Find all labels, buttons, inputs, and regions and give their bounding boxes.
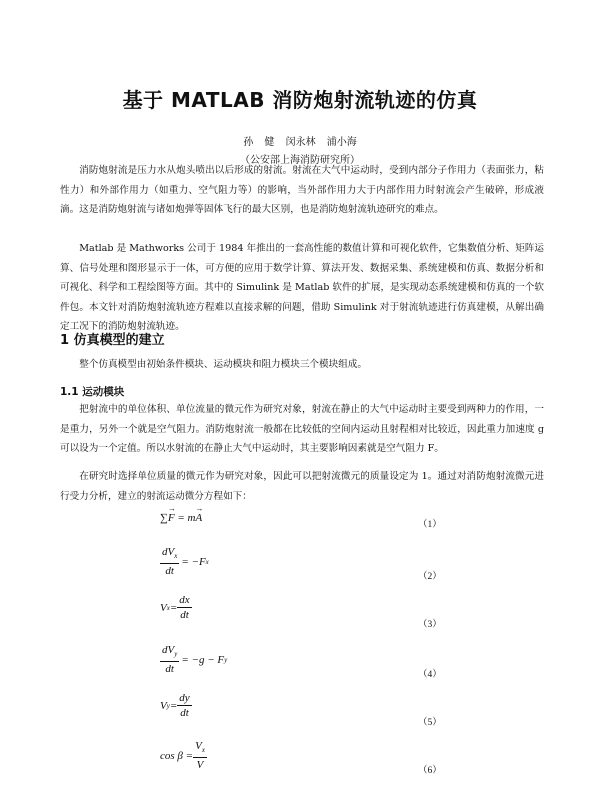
equation-number-6: （6）: [418, 766, 442, 776]
motion-paragraph-1: 把射流中的单位体积、单位流量的微元作为研究对象，射流在静止的大气中运动时主要受到两种力的作用，一是重力，另外一个就是空气阻力。消防炮射流一般都在比较低的空间内运动且射程相对比较近，因此重力加速度 g 可以设为一个定值。所以水射流的在静止大气中运动时，其主要影响因素就是空气阻力 F。: [60, 404, 544, 454]
equation-2: $\frac{dV_x}{dt}$ = −F x （2）: [162, 546, 442, 582]
paper-title: 基于 MATLAB 消防炮射流轨迹的仿真: [122, 88, 478, 112]
equation-number-2: （2）: [418, 572, 442, 582]
motion-paragraph-2: 在研究时选择单位质量的微元作为研究对象，因此可以把射流微元的质量设定为 1。通过对消防炮射流微元进行受力分析，建立的射流运动微分方程如下：: [60, 471, 544, 502]
equation-5: V y = $\frac{dy}{dt}$ （5）: [160, 692, 442, 728]
abstract-paragraph-1: 消防炮射流是压力水从炮头喷出以后形成的射流。射流在大气中运动时，受到内部分子作用力（表面张力，粘性力）和外部作用力（如重力、空气阻力等）的影响，当外部作用力大于内部作用力时射流会产生破碎，形成液滴。这是消防炮射流与诸如炮弹等固体飞行的最大区别，也是消防炮射流轨迹研究的难点。: [60, 165, 544, 215]
section-1-intro: 整个仿真模型由初始条件模块、运动模块和阻力模块三个模块组成。: [79, 359, 367, 370]
equation-4: $\frac{dV_y}{dt}$ = −g − F y （4）: [162, 644, 442, 680]
author-list: 孙 健 闵永林 浦小海: [243, 137, 357, 148]
equation-number-4: （4）: [418, 670, 442, 680]
equation-number-3: （3）: [418, 620, 442, 630]
author-affiliation: （公安部上海消防研究所）: [240, 155, 360, 166]
equation-number-5: （5）: [418, 718, 442, 728]
equation-number-1: （1）: [418, 520, 442, 530]
abstract-paragraph-2: Matlab 是 Mathworks 公司于 1984 年推出的一套高性能的数值计算和可视化软件，它集数值分析、矩阵运算、信号处理和图形显示于一体，可方便的应用于数学计算、算法开发、数据采集、系统建模和仿真、数据分析和可视化、科学和工程绘图等方面。其中的 Simulink 是 Matlab 软件的扩展，是实现动态系统建模和仿真的一个软件包。本文针对消防炮射流轨迹方程难以直接求解的问题，借助 Simulink 对于射流轨迹进行仿真建模，从解出确定工况下的消防炮射流轨迹。: [60, 243, 544, 332]
equation-1: ∑ → F = m → A （1）: [160, 512, 202, 524]
equation-6: cos β = $\frac{V_x}{V}$ （6）: [160, 740, 442, 776]
equation-3: V x = $\frac{dx}{dt}$ （3）: [160, 594, 442, 630]
section-1-heading: 1 仿真模型的建立: [60, 333, 165, 348]
section-1-1-heading: 1.1 运动模块: [60, 386, 125, 398]
